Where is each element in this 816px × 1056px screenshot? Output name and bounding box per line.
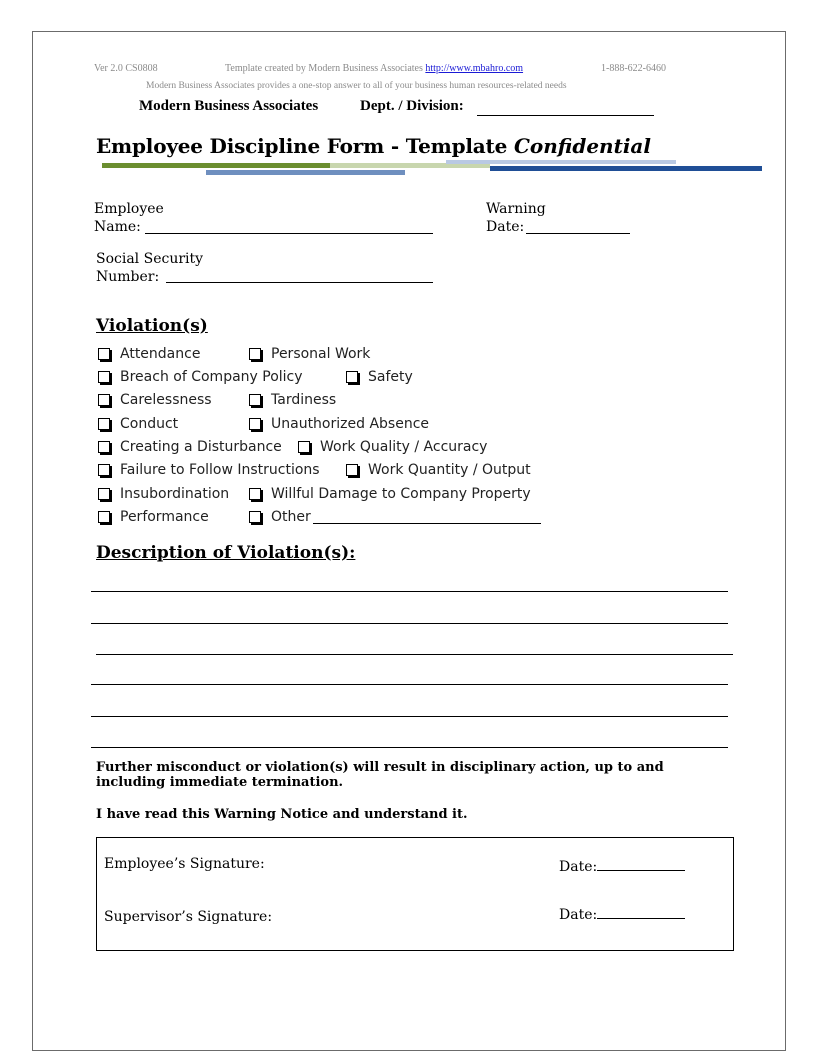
violations-heading: Violation(s) [96,316,208,336]
warning-date-label: Warning Date: [486,201,546,235]
employee-name-label: Employee Name: [94,201,164,235]
checkbox-icon[interactable] [249,394,261,406]
warning-date-input[interactable] [526,233,630,234]
checkbox-performance[interactable]: Performance [98,509,209,525]
checkbox-attendance[interactable]: Attendance [98,346,200,362]
checkbox-icon[interactable] [346,371,358,383]
website-link[interactable]: http://www.mbahro.com [425,63,524,74]
created-by-label: Template created by Modern Business Associates [225,63,423,74]
description-line-6[interactable] [91,747,728,748]
description-line-2[interactable] [91,623,728,624]
supervisor-date-input[interactable] [597,904,685,919]
form-title: Employee Discipline Form - Template [96,134,508,158]
checkbox-icon[interactable] [98,418,110,430]
checkbox-breach-of-policy[interactable]: Breach of Company Policy [98,369,303,385]
employee-name-input[interactable] [145,233,433,234]
acknowledgement-text: I have read this Warning Notice and understand it. [96,807,468,822]
checkbox-carelessness[interactable]: Carelessness [98,392,212,408]
checkbox-willful-damage[interactable]: Willful Damage to Company Property [249,486,531,502]
checkbox-icon[interactable] [98,441,110,453]
confidential-label: Confidential [514,134,651,158]
checkbox-tardiness[interactable]: Tardiness [249,392,336,408]
dept-field [360,98,464,115]
checkbox-icon[interactable] [249,418,261,430]
checkbox-icon[interactable] [249,488,261,500]
checkbox-other[interactable]: Other [249,509,541,525]
checkbox-icon[interactable] [98,394,110,406]
checkbox-conduct[interactable]: Conduct [98,416,178,432]
checkbox-icon[interactable] [98,511,110,523]
ssn-input[interactable] [166,282,433,283]
description-line-4[interactable] [91,684,728,685]
decor-bar-green [102,163,366,168]
checkbox-icon[interactable] [249,511,261,523]
phone-number: 1-888-622-6460 [601,63,666,74]
checkbox-work-quality[interactable]: Work Quality / Accuracy [298,439,487,455]
employee-date-label: Date: [559,859,598,875]
other-input-line[interactable] [313,510,541,524]
created-by-text [225,63,523,74]
checkbox-personal-work[interactable]: Personal Work [249,346,370,362]
decor-bar-light-blue [446,160,676,164]
checkbox-failure-to-follow[interactable]: Failure to Follow Instructions [98,462,320,478]
company-name: Modern Business Associates [139,98,319,114]
ssn-label: Social Security Number: [96,251,204,285]
checkbox-icon[interactable] [346,464,358,476]
checkbox-unauthorized-absence[interactable]: Unauthorized Absence [249,416,429,432]
signature-box [96,837,734,951]
tagline: Modern Business Associates provides a one-stop answer to all of your business human resources-related needs [146,81,567,91]
employee-date-input[interactable] [597,856,685,871]
checkbox-insubordination[interactable]: Insubordination [98,486,229,502]
description-line-1[interactable] [91,591,728,592]
checkbox-icon[interactable] [249,348,261,360]
checkbox-safety[interactable]: Safety [346,369,413,385]
decor-bar-navy [490,166,762,171]
employee-signature-label: Employee’s Signature: [104,856,265,872]
description-line-5[interactable] [91,716,728,717]
checkbox-icon[interactable] [98,348,110,360]
description-heading: Description of Violation(s): [96,543,356,563]
supervisor-signature-label: Supervisor’s Signature: [104,909,273,925]
decor-bar-blue-gray [206,170,405,175]
checkbox-icon[interactable] [98,488,110,500]
dept-input-line[interactable] [477,115,654,116]
checkbox-creating-disturbance[interactable]: Creating a Disturbance [98,439,282,455]
supervisor-date-label: Date: [559,907,598,923]
dept-label: Dept. / Division: [360,98,464,114]
checkbox-work-quantity[interactable]: Work Quantity / Output [346,462,531,478]
employee-date-field [559,856,685,875]
supervisor-date-field [559,904,685,923]
description-line-3[interactable] [96,654,733,655]
checkbox-icon[interactable] [298,441,310,453]
version-label: Ver 2.0 CS0808 [94,63,158,74]
checkbox-icon[interactable] [98,464,110,476]
misconduct-notice: Further misconduct or violation(s) will result in disciplinary action, up to and including immediate termination. [96,760,664,790]
checkbox-icon[interactable] [98,371,110,383]
